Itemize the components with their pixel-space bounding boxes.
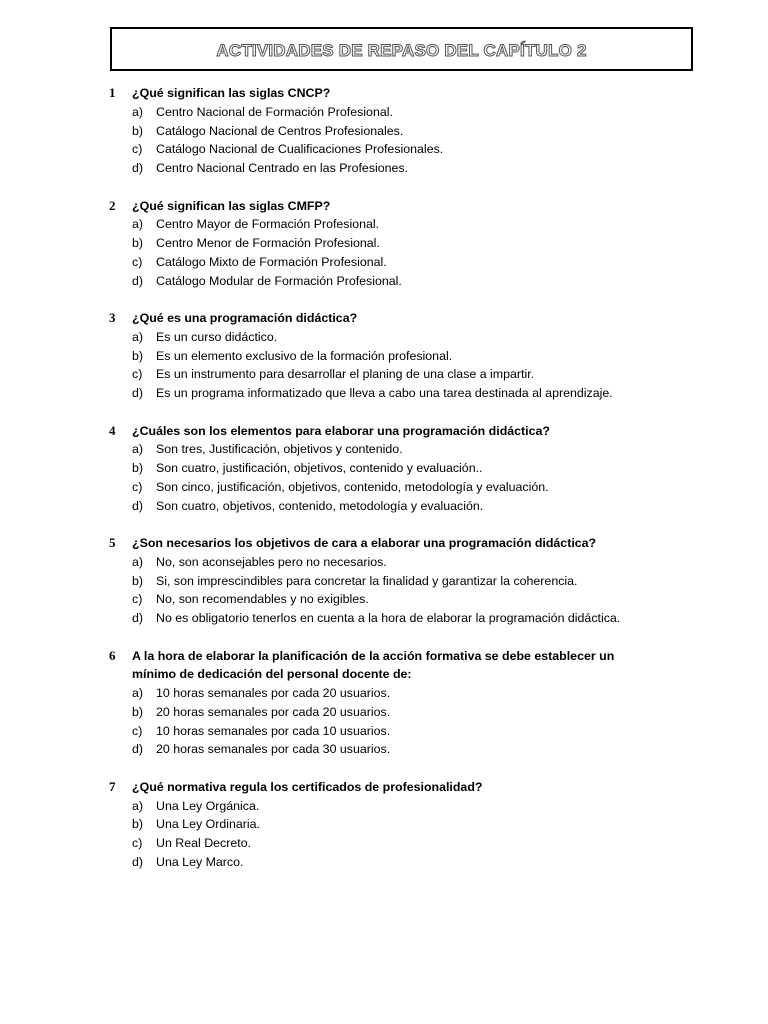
option-text: Es un elemento exclusivo de la formación profesional.: [156, 348, 453, 363]
answer-option: [132, 159, 408, 178]
answer-option: [132, 684, 390, 703]
answer-option: [132, 572, 578, 591]
option-text: Si, son imprescindibles para concretar la finalidad y garantizar la coherencia.: [156, 573, 578, 588]
answer-option: [132, 853, 243, 872]
answer-option: [132, 797, 259, 816]
answer-option: [132, 328, 277, 347]
answer-option: [132, 609, 620, 628]
option-text: 10 horas semanales por cada 20 usuarios.: [156, 686, 391, 700]
option-text: 20 horas semanales por cada 30 usuarios.: [156, 742, 391, 757]
option-text: No es obligatorio tenerlos en cuenta a la hora de elaborar la programación didáctica.: [156, 611, 621, 625]
option-letter: d): [132, 273, 144, 288]
answer-option: [132, 140, 443, 159]
option-text: Son cinco, justificación, objetivos, contenido, metodología y evaluación.: [156, 479, 549, 494]
option-letter: c): [132, 367, 143, 382]
answer-option: [132, 384, 613, 403]
question-number: 3: [109, 310, 116, 325]
question-text: A la hora de elaborar la planificación de la acción formativa se debe establecer un mínimo de dedicación del personal docente de:: [132, 648, 615, 682]
answer-option: [132, 497, 483, 516]
option-text: Es un instrumento para desarrollar el planing de una clase a impartir.: [156, 367, 535, 382]
question-number: 1: [109, 85, 116, 100]
option-letter: a): [132, 329, 144, 344]
option-text: Es un programa informatizado que lleva a cabo una tarea destinada al aprendizaje.: [156, 386, 613, 400]
option-letter: d): [132, 498, 144, 513]
answer-option: [132, 722, 390, 741]
answer-option: [132, 215, 379, 234]
answer-option: [132, 103, 393, 122]
option-text: Son tres, Justificación, objetivos y contenido.: [156, 442, 403, 457]
option-text: Catálogo Mixto de Formación Profesional.: [156, 254, 387, 269]
option-letter: b): [132, 348, 144, 363]
option-letter: d): [132, 854, 144, 869]
title-box: [110, 27, 693, 71]
question-number: 5: [109, 535, 116, 550]
option-letter: d): [132, 611, 144, 625]
option-text: Una Ley Marco.: [156, 854, 244, 869]
answer-option: [132, 365, 534, 384]
option-text: Catálogo Modular de Formación Profesional.: [156, 273, 402, 288]
option-text: Son cuatro, objetivos, contenido, metodología y evaluación.: [156, 498, 484, 513]
question-number: 7: [109, 778, 116, 794]
answer-option: [132, 253, 387, 272]
question-text: ¿Qué normativa regula los certificados de profesionalidad?: [132, 779, 483, 794]
option-text: No, son aconsejables pero no necesarios.: [156, 554, 387, 569]
question-text: ¿Qué significan las siglas CNCP?: [132, 86, 331, 100]
question-number: 4: [109, 422, 116, 438]
answer-option: [132, 815, 260, 834]
answer-option: [132, 703, 390, 722]
option-letter: b): [132, 461, 144, 475]
option-text: Catálogo Nacional de Centros Profesionales.: [156, 123, 404, 138]
option-letter: d): [132, 386, 144, 400]
answer-option: [132, 478, 549, 497]
option-text: 10 horas semanales por cada 10 usuarios.: [156, 723, 391, 738]
option-letter: c): [132, 592, 143, 607]
answer-option: [132, 834, 251, 853]
question-text: ¿Qué significan las siglas CMFP?: [132, 198, 331, 213]
question-text: ¿Cuáles son los elementos para elaborar una programación didáctica?: [132, 423, 550, 438]
option-text: Centro Menor de Formación Profesional.: [156, 236, 380, 250]
option-text: Catálogo Nacional de Cualificaciones Profesionales.: [156, 142, 444, 157]
option-text: 20 horas semanales por cada 20 usuarios.: [156, 704, 391, 719]
option-letter: c): [132, 723, 143, 738]
option-letter: b): [132, 236, 144, 250]
option-letter: c): [132, 479, 143, 494]
question-number: 6: [109, 647, 116, 663]
option-text: Son cuatro, justificación, objetivos, contenido y evaluación..: [156, 461, 483, 475]
answer-option: [132, 440, 403, 459]
option-text: Es un curso didáctico.: [156, 329, 278, 344]
option-letter: a): [132, 104, 144, 119]
option-letter: d): [132, 742, 144, 757]
answer-option: [132, 272, 402, 291]
option-text: Un Real Decreto.: [156, 836, 252, 850]
option-letter: b): [132, 704, 144, 719]
option-letter: d): [132, 161, 144, 175]
question-text: ¿Son necesarios los objetivos de cara a elaborar una programación didáctica?: [132, 536, 597, 550]
option-letter: c): [132, 142, 143, 157]
option-letter: a): [132, 798, 144, 813]
option-letter: b): [132, 573, 144, 588]
option-letter: a): [132, 442, 144, 457]
option-text: Centro Nacional de Formación Profesional.: [156, 104, 393, 119]
option-letter: b): [132, 817, 144, 832]
option-letter: a): [132, 217, 144, 232]
question-number: 2: [109, 197, 116, 213]
answer-option: [132, 234, 380, 253]
option-letter: a): [132, 554, 144, 569]
option-letter: c): [132, 254, 143, 269]
option-letter: b): [132, 123, 144, 138]
option-letter: c): [132, 836, 143, 850]
page-title: ACTIVIDADES DE REPASO DEL CAPÍTULO 2: [216, 41, 587, 60]
answer-option: [132, 740, 390, 759]
answer-option: [132, 590, 369, 609]
answer-option: [132, 459, 482, 478]
option-letter: a): [132, 686, 144, 700]
question-text: ¿Qué es una programación didáctica?: [132, 311, 358, 325]
answer-option: [132, 347, 452, 366]
option-text: Centro Nacional Centrado en las Profesiones.: [156, 161, 409, 175]
option-text: Una Ley Orgánica.: [156, 798, 260, 813]
option-text: Centro Mayor de Formación Profesional.: [156, 217, 380, 232]
option-text: No, son recomendables y no exigibles.: [156, 592, 369, 607]
option-text: Una Ley Ordinaria.: [156, 817, 260, 832]
answer-option: [132, 122, 403, 141]
answer-option: [132, 553, 387, 572]
